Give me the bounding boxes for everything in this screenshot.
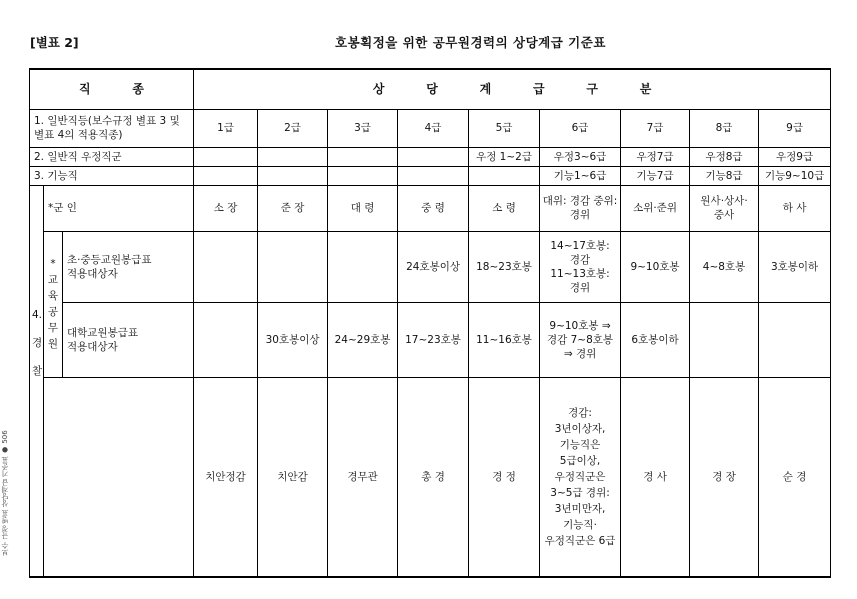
edu-secondary-label: 초·중등교원봉급표 적용대상자 [63, 231, 194, 302]
postal-g8: 우정8급 [690, 147, 759, 166]
empty-cell [469, 166, 540, 185]
side-margin-text: 보수 규정 별표 상당계급 기준표 ● 506 [1, 430, 9, 556]
military-g1: 소 장 [194, 185, 258, 231]
empty-cell [328, 166, 398, 185]
grade-cell: 6급 [540, 109, 621, 147]
empty-cell [258, 166, 328, 185]
row-military [30, 185, 831, 231]
grade-group-header: 상 당 계 급 구 분 [194, 69, 831, 109]
police-group-char: 경 [32, 337, 43, 349]
empty-cell [258, 147, 328, 166]
police-row-blank [44, 377, 194, 577]
police-g6: 경감: 3년이상자, 기능직은 5급이상, 우정직군은 3~5급 경위: 3년미만자, 기능직·우정직군은 6급 [540, 377, 621, 577]
grade-cell: 3급 [328, 109, 398, 147]
edu-secondary-g4: 24호봉이상 [398, 231, 469, 302]
technical-g9: 기능9~10급 [759, 166, 831, 185]
postal-g6: 우정3~6급 [540, 147, 621, 166]
empty-cell [398, 147, 469, 166]
empty-cell [258, 231, 328, 302]
row-edu-university [30, 302, 831, 377]
grade-cell: 7급 [621, 109, 690, 147]
edu-university-g5: 11~16호봉 [469, 302, 540, 377]
military-g4: 중 령 [398, 185, 469, 231]
empty-cell [328, 231, 398, 302]
row-edu-secondary [30, 231, 831, 302]
grade-cell: 9급 [759, 109, 831, 147]
header-row [30, 69, 831, 109]
edu-university-g6: 9~10호봉 ⇒ 경감 7~8호봉 ⇒ 경위 [540, 302, 621, 377]
police-g5: 경 정 [469, 377, 540, 577]
edu-university-g3: 24~29호봉 [328, 302, 398, 377]
police-g3: 경무관 [328, 377, 398, 577]
edu-secondary-g6: 14~17호봉: 경감 11~13호봉: 경위 [540, 231, 621, 302]
edu-university-label: 대학교원봉급표 적용대상자 [63, 302, 194, 377]
technical-g8: 기능8급 [690, 166, 759, 185]
military-g5: 소 령 [469, 185, 540, 231]
military-g9: 하 사 [759, 185, 831, 231]
empty-cell [398, 166, 469, 185]
postal-g9: 우정9급 [759, 147, 831, 166]
military-g8: 원사·상사·중사 [690, 185, 759, 231]
edu-official-char: 공 [47, 306, 59, 318]
empty-cell [194, 166, 258, 185]
grade-cell: 2급 [258, 109, 328, 147]
document-title: 호봉획정을 위한 공무원경력의 상당계급 기준표 [335, 35, 606, 50]
police-group-spacer [30, 185, 44, 231]
postal-g7: 우정7급 [621, 147, 690, 166]
row-general-label: 1. 일반직등(보수규정 별표 3 및 별표 4의 적용직종) [30, 109, 194, 147]
police-g2: 치안감 [258, 377, 328, 577]
empty-cell [328, 147, 398, 166]
grade-cell: 5급 [469, 109, 540, 147]
edu-secondary-g9: 3호봉이하 [759, 231, 831, 302]
technical-g6: 기능1~6급 [540, 166, 621, 185]
police-g8: 경 장 [690, 377, 759, 577]
row-police [30, 377, 831, 577]
edu-official-char: 교 [47, 274, 59, 286]
row-postal-label: 2. 일반직 우정직군 [30, 147, 194, 166]
military-g7: 소위·준위 [621, 185, 690, 231]
police-g9: 순 경 [759, 377, 831, 577]
edu-secondary-g5: 18~23호봉 [469, 231, 540, 302]
police-g7: 경 사 [621, 377, 690, 577]
edu-university-g7: 6호봉이하 [621, 302, 690, 377]
row-postal [30, 147, 831, 166]
empty-cell [690, 302, 759, 377]
empty-cell [194, 302, 258, 377]
empty-cell [194, 147, 258, 166]
edu-official-char: 원 [47, 338, 59, 350]
row-military-label: *군 인 [44, 185, 194, 231]
technical-g7: 기능7급 [621, 166, 690, 185]
empty-cell [194, 231, 258, 302]
grade-cell: 1급 [194, 109, 258, 147]
grade-equivalence-table [29, 68, 831, 578]
job-header: 직 종 [30, 69, 194, 109]
empty-cell [759, 302, 831, 377]
military-g2: 준 장 [258, 185, 328, 231]
military-g6: 대위: 경감 중위: 경위 [540, 185, 621, 231]
edu-official-char: 무 [47, 322, 59, 334]
row-general [30, 109, 831, 147]
edu-university-g4: 17~23호봉 [398, 302, 469, 377]
police-g4: 총 경 [398, 377, 469, 577]
edu-secondary-g8: 4~8호봉 [690, 231, 759, 302]
edu-official-char: * [50, 258, 56, 270]
police-group-char: 찰 [32, 365, 43, 377]
edu-secondary-g7: 9~10호봉 [621, 231, 690, 302]
postal-g5: 우정 1~2급 [469, 147, 540, 166]
police-group-label [30, 231, 44, 577]
row-technical [30, 166, 831, 185]
row-technical-label: 3. 기능직 [30, 166, 194, 185]
grade-cell: 8급 [690, 109, 759, 147]
edu-official-char: 육 [47, 290, 59, 302]
police-g1: 치안정감 [194, 377, 258, 577]
table-label: [별표 2] [30, 35, 79, 50]
edu-official-label [44, 231, 63, 377]
police-group-number: 4. [32, 309, 43, 321]
military-g3: 대 령 [328, 185, 398, 231]
grade-cell: 4급 [398, 109, 469, 147]
edu-university-g2: 30호봉이상 [258, 302, 328, 377]
